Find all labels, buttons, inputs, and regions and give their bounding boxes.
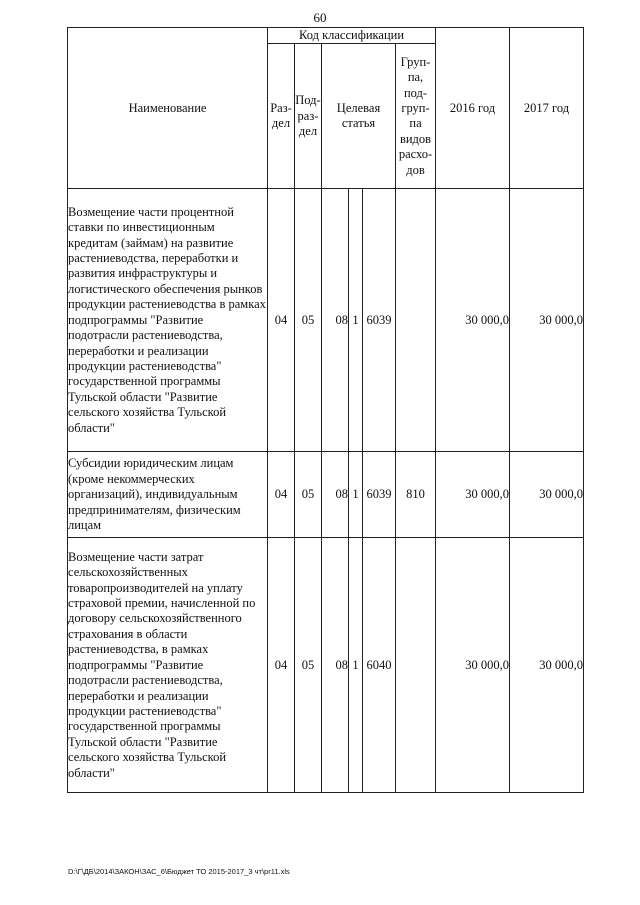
row-target-program: 08 <box>322 189 349 452</box>
row-target-subprogram: 1 <box>349 189 363 452</box>
row-target-subprogram: 1 <box>349 452 363 538</box>
row-amount-2017: 30 000,0 <box>510 538 584 793</box>
row-expense-type <box>396 189 436 452</box>
row-amount-2016: 30 000,0 <box>436 538 510 793</box>
row-name: Субсидии юридическим лицам (кроме некоммерческих организаций), индивидуальным предпринимателям, физическим лицам <box>68 452 268 538</box>
table-row <box>68 538 584 793</box>
row-subsection: 05 <box>295 189 322 452</box>
row-amount-2017: 30 000,0 <box>510 452 584 538</box>
row-section: 04 <box>268 538 295 793</box>
row-subsection: 05 <box>295 452 322 538</box>
row-target-program: 08 <box>322 538 349 793</box>
row-name: Возмещение части затрат сельскохозяйственных товаропроизводителей на уплату страховой премии, начисленной по договору сельскохозяйственного страхования в области растениеводства, в рамках подпрограммы "Развитие подотрасли растениеводства, переработки и реализации продукции растениеводства" государственной программы Тульской области "Развитие сельского хозяйства Тульской области" <box>68 538 268 793</box>
row-expense-type: 810 <box>396 452 436 538</box>
row-expense-type <box>396 538 436 793</box>
row-amount-2016: 30 000,0 <box>436 189 510 452</box>
header-code-group: Код классификации <box>268 28 436 44</box>
row-target-subprogram: 1 <box>349 538 363 793</box>
file-path-footer: D:\Г\ДБ\2014\ЗАКОН\ЗАС_6\Бюджет ТО 2015-2017_3 чт\pr11.xls <box>68 867 290 876</box>
header-name: Наименование <box>68 28 268 189</box>
table-row <box>68 452 584 538</box>
row-target-program: 08 <box>322 452 349 538</box>
row-target-code: 6040 <box>363 538 396 793</box>
page-number: 60 <box>313 10 327 25</box>
table-row <box>68 189 584 452</box>
row-name: Возмещение части процентной ставки по инвестиционным кредитам (займам) на развитие растениеводства, переработки и развития инфраструктуры и логистического обеспечения рынков продукции растениеводства в рамках подпрограммы "Развитие подотрасли растениеводства, переработки и реализации продукции растениеводства" государственной программы Тульской области "Развитие сельского хозяйства Тульской области" <box>68 189 268 452</box>
row-target-code: 6039 <box>363 189 396 452</box>
row-amount-2017: 30 000,0 <box>510 189 584 452</box>
header-section: Раз- дел <box>268 44 295 189</box>
row-subsection: 05 <box>295 538 322 793</box>
header-expense-group: Груп- па, под- груп- па видов расхо- дов <box>396 44 436 189</box>
header-subsection: Под- раз- дел <box>295 44 322 189</box>
header-year-2017: 2017 год <box>510 28 584 189</box>
row-target-code: 6039 <box>363 452 396 538</box>
row-amount-2016: 30 000,0 <box>436 452 510 538</box>
header-year-2016: 2016 год <box>436 28 510 189</box>
row-section: 04 <box>268 189 295 452</box>
header-target-article: Целевая статья <box>322 44 396 189</box>
row-section: 04 <box>268 452 295 538</box>
budget-table <box>67 27 584 793</box>
